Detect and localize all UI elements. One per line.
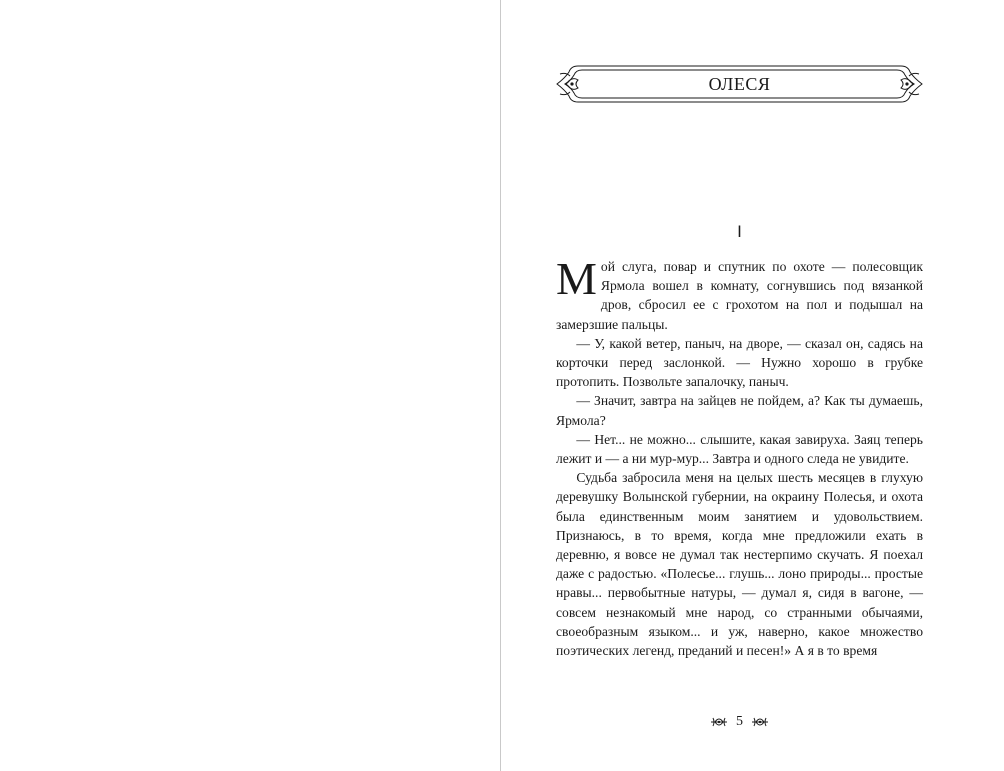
paragraph: — Нет... не можно... слышите, какая завируха. Заяц теперь лежит и — а ни мур-мур... Завтра и одного следа не увидите. [556,431,923,467]
left-page [0,0,500,771]
body-text [556,253,923,660]
running-header [556,62,923,106]
paragraph: — У, какой ветер, паныч, на дворе, — сказал он, садясь на корточки перед заслонкой. — Нужно хорошо в грубке протопить. Позвольте запалочку, паныч. [556,335,923,390]
paragraph [556,253,923,334]
paragraph: — Значит, завтра на зайцев не пойдем, а? Как ты думаешь, Ярмола? [556,393,923,428]
drop-cap: М [556,253,597,304]
left-ornament-icon [710,715,728,729]
right-ornament-icon [751,715,769,729]
chapter-number: I [737,222,742,241]
paragraph: Судьба забросила меня на целых шесть месяцев в глухую деревушку Волынской губернии, на окраину Полесья, и охота была единственным моим занятием и удовольствием. Признаюсь, в то время, когда мне предложили ехать в деревню, я вовсе не думал так нестерпимо скучать. Я поехал даже с радостью. «Полесье... глушь... лоно природы... простые нравы... первобытные натуры, — думал я, сидя в вагоне, — совсем незнакомый мне народ, со странными обычаями, своеобразным языком... и уж, наверно, какое множество поэтических легенд, преданий и песен!» А я в то время [556,470,923,659]
page-number: 5 [736,714,743,729]
page-footer [556,712,923,732]
book-title: ОЛЕСЯ [708,74,771,94]
paragraph-text: ой слуга, повар и спутник по охоте — полесовщик Ярмола вошел в комнату, согнувшись под вязанкой дров, сбросил ее с грохотом на пол и подышал на замерзшие пальцы. [556,259,923,332]
